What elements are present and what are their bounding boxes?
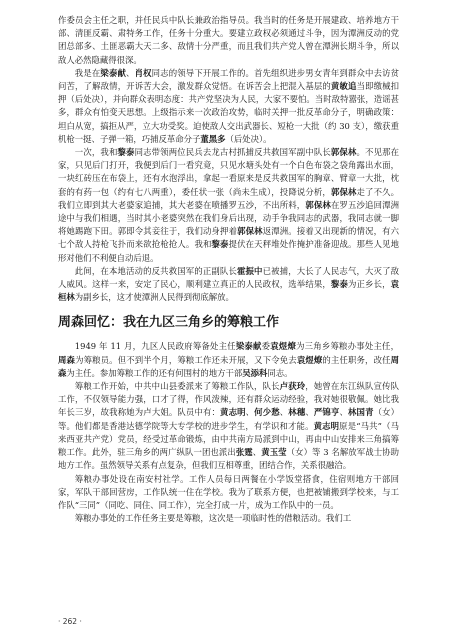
- paragraph: 1949 年 11 月，九区人民政府筹备处主任梁泰献委袁煜燎为三角乡筹粮办事处主任，周森为筹粮员。但不到半个月，筹粮工作还未开展，又下令免去袁煜燎的主任职务，改任周森为主任。参加筹粮工作的还有何围村的地方干部吴添科同志。: [58, 341, 400, 378]
- paragraph: 作委员会主任之职，并任民兵中队长兼政治指导员。我当时的任务是开展建政、培养地方干部、清匪反霸、肃特务工作，任务十分重大。要建立政权必须通过斗争，因为潭洲反动的党团总部多、土匪恶霸大天二多、敌情十分严重，而且我们共产党人曾在潭洲长期斗争，所以敌人必然隐藏得很深。: [58, 15, 399, 65]
- paragraph: 一次，我和黎泰同志带领两位民兵去龙古村抓捕反共救国军副中队长郭保林。不见那在家，只见后门打开，我便到后门一看究竟，只见水塘头处有一个白色布袋之袋角露出水面，一块红砖压在布袋上，还有水泡浮出，拿起一看原来是反共救国军的胸章、臂章一大批，枕套的有药一包（约有七八两重），委任状一张（尚未生成），投降说分析，郭保林走了不久。我们立即到其大老婆家追捕，其大老婆在喷播罗五沙，不出所料，郭保林在罗五沙追回潭洲途中与我们相遇，当时其小老婆突然在我们身后出现，动手争我同志的武器，我同志就一脚将她踢跑下田。郭即令其妾往于，我们动身押着郭保林返潭洲。接着又出现新的情况，有六七个敌人持枪飞扑而来欲抢枪抢人。我和黎泰提伏在天秤堆处作掩护准备迎战。那些人见地形对他们不利便自动后退。: [58, 147, 400, 263]
- section-title: 周森回忆：我在九区三角乡的筹粮工作: [58, 315, 280, 331]
- paragraph: 筹粮办事处设在南安村社学。工作人员每日两餐在小学饭堂搭食，住宿则地方干部回家，军队干部回营房，工作队统一住在学校。我为了联系方便，也把被铺搬到学校来，与工作队“三同”（同吃、同住、同工作），完全打成一片，成为工作队中的一员。: [58, 473, 399, 510]
- paragraph: 筹粮工作开始，中共中山县委派来了筹粮工作队，队长卢获玲，她曾在东江纵队宣传队工作，不仅领导能力强，口才了得，作风泼辣，还有群众运动经验，我对她很敬佩。她比我年长三岁，故我称她为卢大姐。队员中有：黄志明、何少愁、林穗、严锦亨、林国青（女）等。他们都是香港达德学院等大专学校的进步学生，有学识和才能。黄志明原是“马共”（马来西亚共产党）党员，经受过革命锻炼，由中共南方局派到中山，再由中山安排来三角搞筹粮工作。此外，驻三角乡的两广纵队一团也派出张霆、黄玉莹（女）等 3 名解放军战士协助地方工作。虽然领导关系有点复杂，但我们互相尊重，团结合作，关系很融洽。: [58, 381, 400, 471]
- paragraph: 筹粮办事处的工作任务主要是筹粮，这次是一项临时性的借粮活动。我们工: [74, 513, 352, 524]
- text-body: [58, 14, 399, 525]
- page-number: · 262 ·: [58, 617, 82, 626]
- paragraph: 此间，在本地活动的反共救国军的正副队长霍振中已被捕，大长了人民志气，大灭了敌人威风。这样一来，安定了民心，顺利建立真正的人民政权，选举结果，黎泰为正乡长，袁桓林为副乡长，这才使潭洲人民得到彻底解放。: [58, 265, 400, 303]
- paragraph: 我是在梁泰献、肖权同志的领导下开展工作的。首先组织进步男女青年到群众中去访贫问苦，了解敌情，开诉苦大会，激发群众觉悟。在诉苦会上把混入基层的黄敏追当即缴械扣押（后处决），并向群众表明态度：共产党坚决为人民，大家不要怕。当时敌特嚣张，造谣甚多，群众有怕变天思想。上级指示来一次政治攻势，临时关押一批反革命分子，明确政策：坦白从宽，搞拒从严，立大功受奖。迫使敌人交出武器长、短枪一大批（约 30 支），缴获重机枪一挺、子弹一箱，巧捕反革命分子董黑多（后处决）。: [58, 67, 400, 144]
